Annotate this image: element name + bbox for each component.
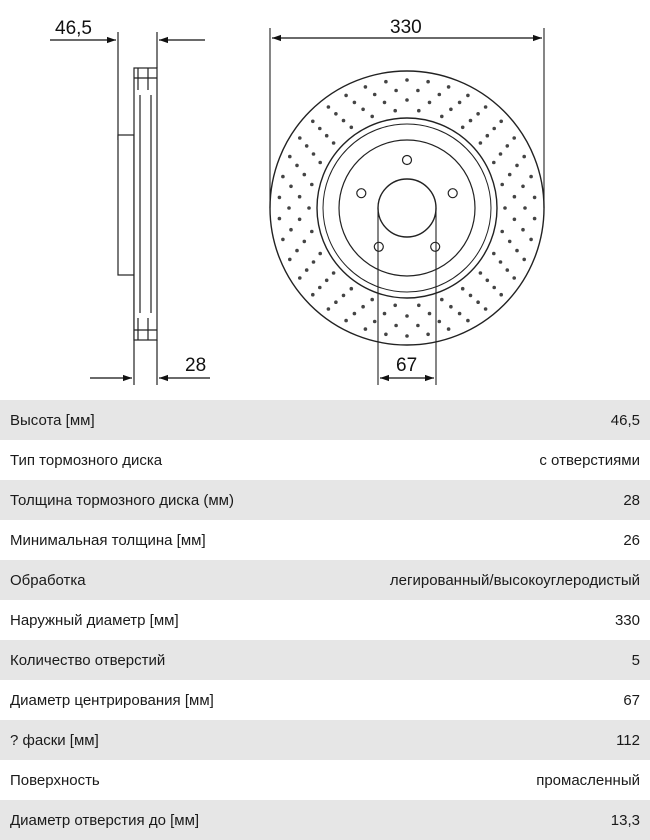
drill-hole [484, 307, 488, 311]
drill-hole [325, 279, 329, 283]
drill-hole [486, 134, 490, 138]
drill-hole [305, 144, 309, 148]
drill-hole [492, 252, 496, 256]
front-view [270, 28, 544, 385]
spec-value: легированный/высокоуглеродистый [389, 571, 640, 589]
spec-table [0, 400, 650, 840]
drill-hole [334, 112, 338, 116]
drill-hole [458, 312, 462, 316]
drill-hole [384, 80, 388, 84]
drill-hole [310, 183, 314, 187]
drill-hole [449, 108, 453, 112]
drill-hole [303, 173, 307, 177]
drill-hole [405, 334, 409, 338]
drill-hole [405, 78, 409, 82]
spec-row [0, 800, 650, 840]
drill-hole [506, 144, 510, 148]
drill-hole [305, 268, 309, 272]
drill-hole [416, 89, 420, 93]
drill-hole [295, 164, 299, 168]
spec-row [0, 400, 650, 440]
drill-hole [466, 94, 470, 98]
drill-hole [281, 238, 285, 242]
drill-hole [353, 101, 357, 105]
drill-hole [318, 252, 322, 256]
drill-hole [508, 173, 512, 177]
dim-height [50, 18, 205, 40]
drill-hole [447, 85, 451, 89]
drill-hole [373, 320, 377, 324]
drill-hole [461, 126, 465, 130]
bolt-hole [403, 156, 412, 165]
drill-hole [303, 240, 307, 244]
side-view [118, 32, 157, 385]
drill-hole [288, 155, 292, 159]
spec-label: Обработка [10, 571, 86, 589]
drill-hole [342, 119, 346, 123]
drill-hole [393, 109, 397, 113]
spec-label: Высота [мм] [10, 411, 95, 429]
drill-hole [310, 230, 314, 234]
drill-hole [458, 101, 462, 105]
drill-hole [312, 152, 316, 156]
drill-hole [447, 327, 451, 331]
drill-hole [513, 218, 517, 222]
spec-label: ? фаски [мм] [10, 731, 99, 749]
drill-hole [500, 183, 504, 187]
drill-hole [522, 155, 526, 159]
drill-hole [373, 93, 377, 97]
spec-value: 330 [614, 611, 640, 629]
drill-hole [288, 258, 292, 262]
drill-hole [350, 287, 354, 291]
drill-hole [438, 93, 442, 97]
drill-hole [499, 120, 503, 124]
drill-hole [289, 185, 293, 189]
spec-value: 13,3 [610, 811, 640, 829]
spec-row [0, 720, 650, 760]
drill-hole [476, 112, 480, 116]
drill-hole [506, 268, 510, 272]
drill-hole [500, 230, 504, 234]
drill-hole [492, 161, 496, 165]
drill-hole [469, 119, 473, 123]
drill-hole [523, 206, 527, 210]
drill-hole [515, 249, 519, 253]
drill-hole [353, 312, 357, 316]
drill-hole [512, 136, 516, 140]
drill-hole [287, 206, 291, 210]
drill-hole [513, 195, 517, 199]
drill-hole [449, 305, 453, 309]
drill-hole [479, 141, 483, 145]
brake-disc-drawing [0, 0, 650, 400]
spec-label: Минимальная толщина [мм] [10, 531, 206, 549]
drill-hole [289, 228, 293, 232]
spec-value: 26 [623, 531, 640, 549]
drill-hole [499, 260, 503, 264]
drill-hole [278, 196, 282, 200]
spec-label: Поверхность [10, 771, 100, 789]
drill-hole [332, 271, 336, 275]
spec-value: 46,5 [610, 411, 640, 429]
drill-hole [327, 307, 331, 311]
drill-hole [512, 276, 516, 280]
drill-hole [522, 258, 526, 262]
drill-hole [466, 319, 470, 323]
dim-center-bore [380, 355, 434, 378]
drill-hole [476, 300, 480, 304]
drill-hole [307, 206, 311, 210]
dim-height-label: 46,5 [55, 18, 92, 39]
drill-hole [312, 260, 316, 264]
spec-value: 28 [623, 491, 640, 509]
drill-hole [298, 276, 302, 280]
spec-label: Тип тормозного диска [10, 451, 163, 469]
drill-hole [370, 115, 374, 119]
drill-hole [334, 300, 338, 304]
drill-hole [428, 312, 432, 316]
drill-hole [428, 101, 432, 105]
drill-hole [281, 175, 285, 179]
drill-hole [440, 298, 444, 302]
drill-hole [344, 94, 348, 98]
spec-row [0, 680, 650, 720]
bolt-hole [357, 189, 366, 198]
drill-hole [416, 324, 420, 328]
drill-hole [529, 175, 533, 179]
drill-hole [533, 196, 537, 200]
drill-hole [479, 271, 483, 275]
dim-outer-diameter-label: 330 [390, 17, 422, 38]
drill-hole [383, 312, 387, 316]
drill-hole [383, 101, 387, 105]
drill-hole [503, 206, 507, 210]
drill-hole [344, 319, 348, 323]
drill-hole [298, 218, 302, 222]
spec-row [0, 560, 650, 600]
drill-hole [327, 105, 331, 109]
drill-hole [394, 89, 398, 93]
drill-hole [311, 293, 315, 297]
drill-hole [298, 195, 302, 199]
drill-hole [426, 333, 430, 337]
drill-hole [515, 164, 519, 168]
drill-hole [438, 320, 442, 324]
drill-hole [508, 240, 512, 244]
drill-hole [405, 314, 409, 318]
drill-hole [440, 115, 444, 119]
drill-hole [311, 120, 315, 124]
drill-hole [361, 108, 365, 112]
drill-hole [405, 98, 409, 102]
spec-row [0, 520, 650, 560]
dim-thickness-label: 28 [185, 355, 207, 376]
spec-row [0, 480, 650, 520]
drill-hole [533, 217, 537, 221]
drill-hole [492, 127, 496, 131]
drill-hole [370, 298, 374, 302]
drill-hole [278, 217, 282, 221]
drill-hole [469, 294, 473, 298]
dim-outer-diameter [272, 17, 542, 38]
drill-hole [342, 294, 346, 298]
spec-value: 5 [631, 651, 640, 669]
bolt-hole [448, 189, 457, 198]
drill-hole [521, 185, 525, 189]
spec-row [0, 600, 650, 640]
spec-label: Диаметр отверстия до [мм] [10, 811, 200, 829]
drill-hole [461, 287, 465, 291]
spec-value: промасленный [536, 771, 640, 789]
drill-hole [325, 134, 329, 138]
bolt-hole [374, 242, 383, 251]
drill-hole [499, 152, 503, 156]
drill-hole [393, 304, 397, 308]
drill-hole [332, 141, 336, 145]
drill-hole [394, 324, 398, 328]
drill-hole [499, 293, 503, 297]
drill-hole [350, 126, 354, 130]
spec-row [0, 440, 650, 480]
drill-hole [486, 279, 490, 283]
drill-hole [298, 136, 302, 140]
drill-hole [318, 286, 322, 290]
drill-hole [521, 228, 525, 232]
spec-value: 67 [623, 691, 640, 709]
spec-row [0, 760, 650, 800]
drill-hole [417, 109, 421, 113]
drill-hole [384, 333, 388, 337]
spec-value: 112 [616, 731, 640, 749]
spec-value: с отверстиями [539, 451, 640, 469]
drill-hole [318, 161, 322, 165]
bolt-hole [431, 242, 440, 251]
drill-hole [529, 238, 533, 242]
drill-hole [417, 304, 421, 308]
drill-hole [492, 286, 496, 290]
spec-label: Толщина тормозного диска (мм) [10, 491, 234, 509]
drill-hole [364, 85, 368, 89]
drill-hole [364, 327, 368, 331]
drill-hole [318, 127, 322, 131]
spec-row [0, 640, 650, 680]
drill-hole [426, 80, 430, 84]
spec-label: Наружный диаметр [мм] [10, 611, 179, 629]
dim-center-bore-label: 67 [396, 355, 418, 376]
drill-hole [361, 305, 365, 309]
drill-hole [295, 249, 299, 253]
spec-label: Количество отверстий [10, 651, 166, 669]
spec-label: Диаметр центрирования [мм] [10, 691, 214, 709]
drill-hole [484, 105, 488, 109]
dim-thickness [90, 355, 210, 378]
